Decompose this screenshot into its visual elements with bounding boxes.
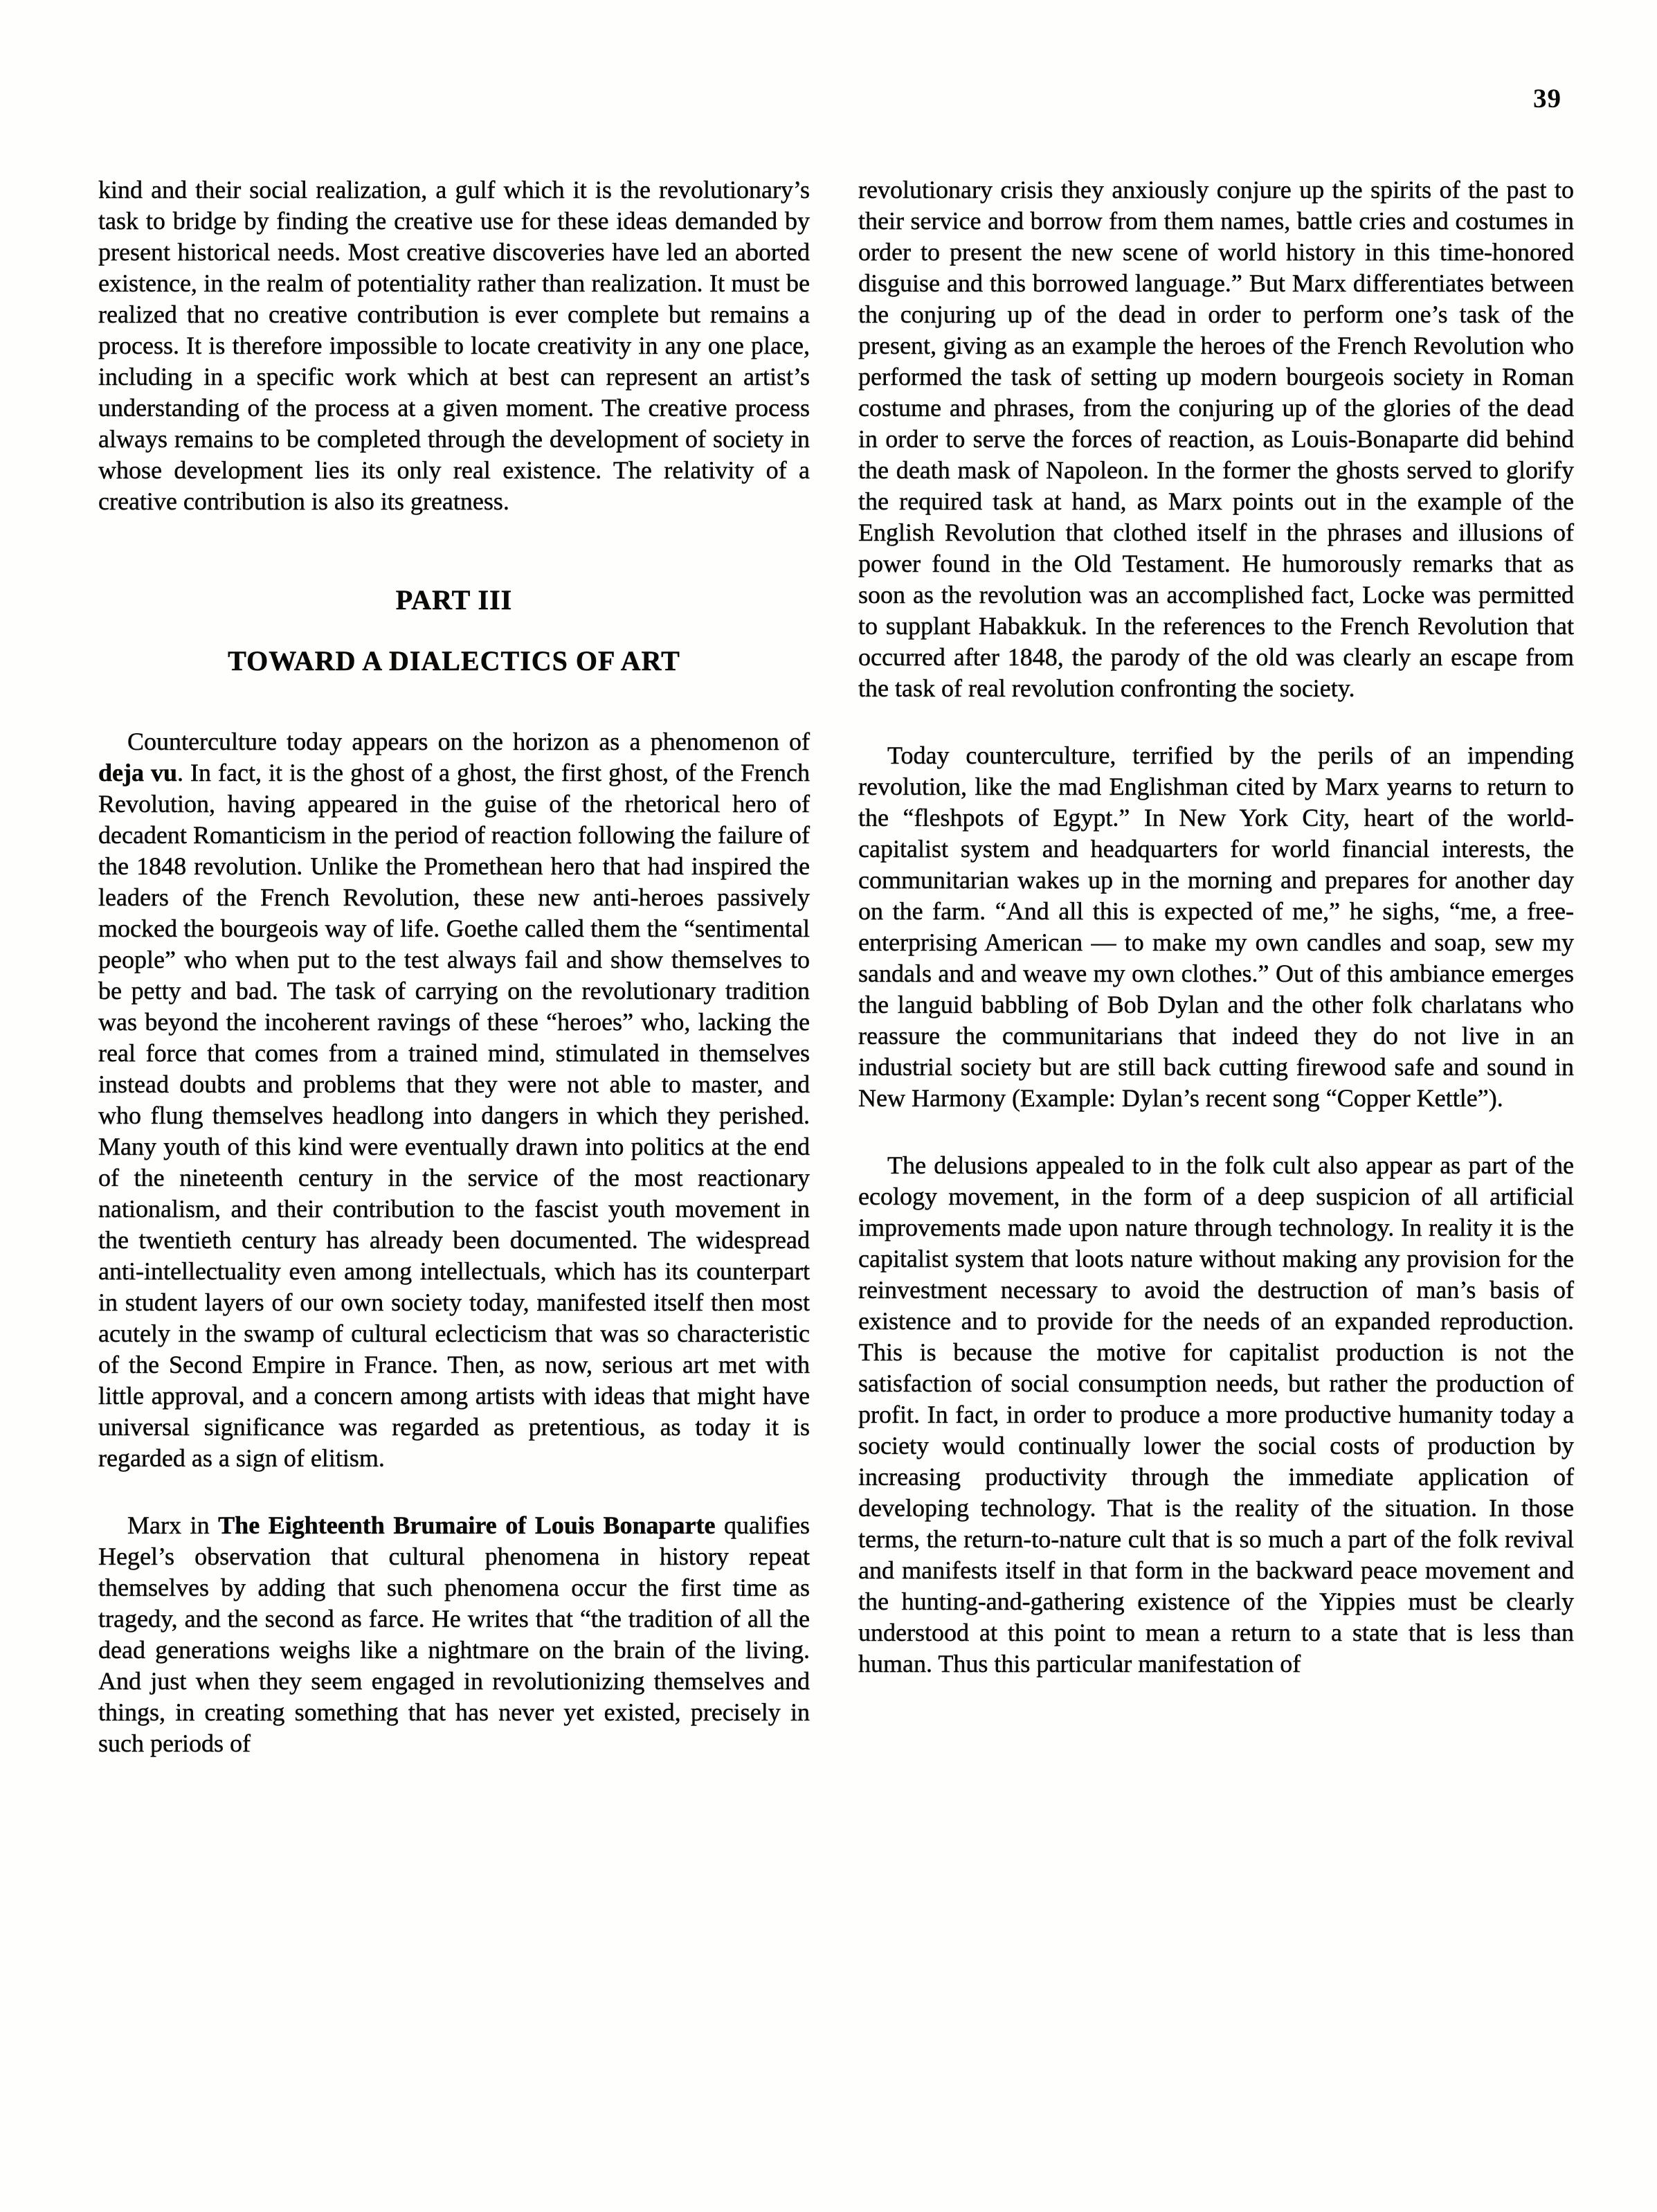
paragraph-text: Counterculture today appears on the horizon as a phenomenon of: [127, 728, 810, 755]
paragraph-text: . In fact, it is the ghost of a ghost, the first ghost, of the French Revolution, having appeared in the guise of the rhetorical hero of decadent Romanticism in the period of reaction following the failure of the 1848 revolution. Unlike the Promethean hero that had inspired the leaders of the French Revolution, these new anti-heroes passively mocked the bourgeois way of life. Goethe called them the “sentimental people” who when put to the test always fail and show themselves to be petty and bad. The task of carrying on the revolutionary tradition was beyond the incoherent ravings of these “heroes” who, lacking the real force that comes from a trained mind, stimulated in themselves instead doubts and problems that they were not able to master, and who flung themselves headlong into dangers in which they perished. Many youth of this kind were eventually drawn into politics at the end of the nineteenth century in the service of the most reactionary nationalism, and their contribution to the fascist youth movement in the twentieth century has already been documented. The widespread anti-intellectuality even among intellectuals, which has its counterpart in student layers of our own society today, manifested itself then most acutely in the swamp of cultural eclecticism that was so characteristic of the Second Empire in France. Then, as now, serious art met with little approval, and a concern among artists with ideas that might have universal significance was regarded as pretentious, as today it is regarded as a sign of elitism.: [98, 759, 811, 1472]
paragraph-text: Marx in: [127, 1511, 219, 1539]
today-counterculture-paragraph: Today counterculture, terrified by the perils of an impending revolution, like the mad Englishman cited by Marx yearns to return to the “fleshpots of Egypt.” In New York City, heart of the world-capitalist system and headquarters for world financial interests, the communitarian wakes up in the morning and prepares for another day on the farm. “And all this is expected of me,” he sighs, “me, a free-enterprising American — to make my own candles and soap, sew my sandals and and weave my own clothes.” Out of this ambiance emerges the languid babbling of Bob Dylan and the other folk charlatans who reassure the communitarians that indeed they do not live in an industrial society but are still back cutting firewood safe and sound in New Harmony (Example: Dylan’s recent song “Copper Kettle”).: [858, 741, 1574, 1112]
part-heading: PART III: [395, 584, 513, 615]
page-number: 39: [1533, 84, 1561, 114]
left-column: [98, 174, 810, 1759]
continuation-paragraph: kind and their social realization, a gulf which it is the revolutionary’s task to bridge by finding the creative use for these ideas demanded by present historical needs. Most creative discoveries have led an aborted existence, in the realm of potentiality rather than realization. It must be realized that no creative contribution is ever complete but remains a process. It is therefore impossible to locate creativity in any one place, including in a specific work which at best can represent an artist’s understanding of the process at a given moment. The creative process always remains to be completed through the development of society in whose development lies its only real existence. The relativity of a creative contribution is also its greatness.: [98, 176, 810, 515]
brumaire-quote-paragraph: revolutionary crisis they anxiously conjure up the spirits of the past to their service and borrow from them names, battle cries and costumes in order to present the new scene of world history in this time-honored disguise and this borrowed language.” But Marx differentiates between the conjuring up of the dead in order to perform one’s task of the present, giving as an example the heroes of the French Revolution who performed the task of setting up modern bourgeois society in Roman costume and phrases, from the conjuring up of the glories of the dead in order to serve the forces of reaction, as Louis-Bonaparte did behind the death mask of Napoleon. In the former the ghosts served to glorify the required task at hand, as Marx points out in the example of the English Revolution that clothed itself in the phrases and illusions of power found in the Old Testament. He humorously remarks that as soon as the revolution was an accomplished fact, Locke was permitted to supplant Habakkuk. In the references to the French Revolution that occurred after 1848, the parody of the old was clearly an escape from the task of real revolution confronting the society.: [858, 176, 1574, 702]
deja-vu-emphasis: deja vu: [98, 759, 178, 786]
section-title-heading: TOWARD A DIALECTICS OF ART: [228, 645, 680, 676]
folk-cult-ecology-paragraph: The delusions appealed to in the folk cult also appear as part of the ecology movement, in the form of a deep suspicion of all artificial improvements made upon nature through technology. In reality it is the capitalist system that loots nature without making any provision for the reinvestment necessary to avoid the destruction of man’s basis of existence and to provide for the needs of an expanded reproduction. This is because the motive for capitalist production is not the satisfaction of social consumption needs, but rather the production of profit. In fact, in order to produce a more productive humanity today a society would continually lower the social costs of production by increasing productivity through the immediate application of developing technology. That is the reality of the situation. In those terms, the return-to-nature cult that is so much a part of the folk revival and manifests itself in that form in the backward peace movement and the hunting-and-gathering existence of the Yippies must be clearly understood at this point to mean a return to a state that is less than human. Thus this particular manifestation of: [858, 1151, 1574, 1678]
right-column: [858, 174, 1574, 1680]
paragraph-text: qualifies Hegel’s observation that cultural phenomena in history repeat themselves by adding that such phenomena occur the first time as tragedy, and the second as farce. He writes that “the tradition of all the dead generations weighs like a nightmare on the brain of the living. And just when they seem engaged in revolutionizing themselves and things, in creating something that has never yet existed, precisely in such periods of: [98, 1511, 810, 1757]
book-title-emphasis: The Eighteenth Brumaire of Louis Bonaparte: [218, 1511, 716, 1539]
counterculture-paragraph: [98, 726, 810, 1474]
marx-brumaire-paragraph: [98, 1510, 810, 1759]
